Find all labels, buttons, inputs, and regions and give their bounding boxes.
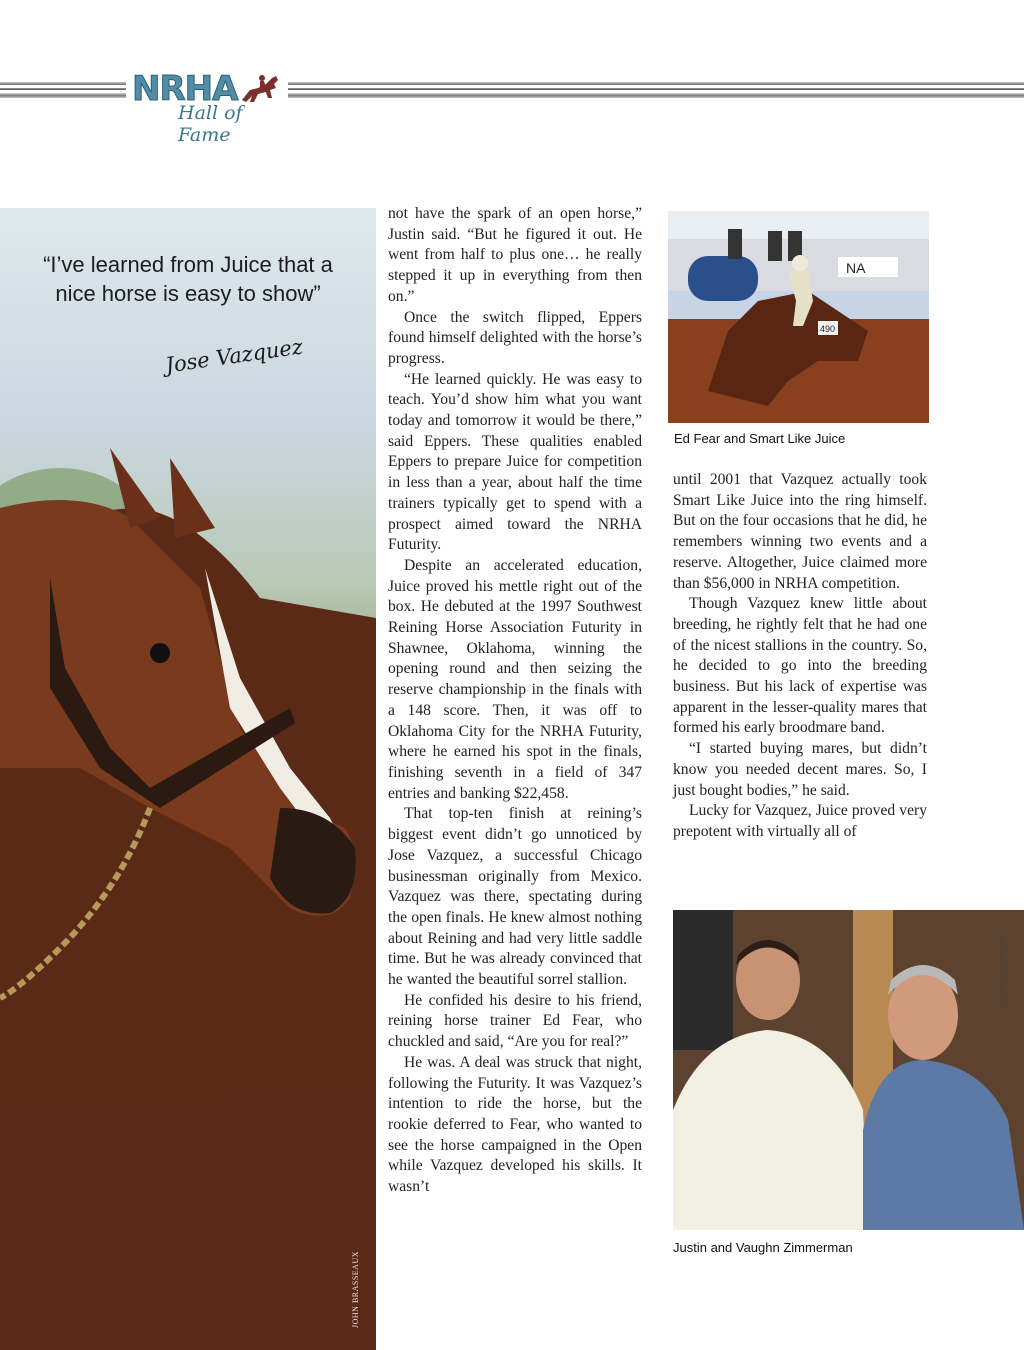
arena-scene (668, 211, 929, 423)
photo-credit-left: JOHN BRASSEAUX (351, 1250, 360, 1328)
paragraph: “I started buying mares, but didn’t know you needed decent mares. So, I just bought bodies,” he said. (673, 740, 927, 799)
logo-main-text: NRHA (132, 69, 238, 109)
zimmerman-portrait-photo (673, 910, 1024, 1230)
paragraph: Once the switch flipped, Eppers found himself delighted with the horse’s progress. (388, 308, 642, 367)
article-column-middle (388, 204, 642, 1198)
paragraph: Lucky for Vazquez, Juice proved very prepotent with virtually all of (673, 802, 927, 840)
paragraph: “He learned quickly. He was easy to teach. You’d show him what you want today and tomorrow it would be there,” said Eppers. These qualities enabled Eppers to prepare Juice for competition in less than a year, about half the time trainers typically get to spend with a prospect aimed toward the NRHA Futurity. (388, 370, 642, 554)
two-men-scene (673, 910, 1024, 1230)
paragraph: Though Vazquez knew little about breeding, he rightly felt that he had one of the nicest stallions in the country. So, he decided to go into the breeding business. But his lack of expertise was apparent in the lesser-quality mares that formed his early broodmare band. (673, 595, 927, 737)
logo-sub-text: Hall of Fame (178, 102, 243, 146)
paragraph: That top-ten finish at reining’s biggest event didn’t go unnoticed by Jose Vazquez, a successful Chicago businessman originally from Mexico. Vazquez was there, spectating during the open finals. He knew almost nothing about Reining and had very little saddle time. But he was already convinced that he wanted the beautiful sorrel stallion. (388, 805, 642, 989)
paragraph: He was. A deal was struck that night, following the Futurity. It was Vazquez’s intention to ride the horse, but the rookie deferred to Fear, who wanted to see the horse campaigned in the Open while Vazquez developed his skills. It wasn’t (388, 1053, 642, 1196)
paragraph: He confided his desire to his friend, reining horse trainer Ed Fear, who chuckled and said, “Are you for real?” (388, 991, 642, 1051)
photo-caption-top: Ed Fear and Smart Like Juice (674, 431, 846, 446)
photo-credit-right: CAPPY JACKSON (998, 936, 1007, 1006)
pull-quote: “I’ve learned from Juice that a nice horse is easy to show” (43, 252, 333, 306)
horse-portrait-photo (0, 208, 376, 1350)
article-column-right (673, 470, 927, 843)
banner-text: NA (846, 260, 866, 276)
ed-fear-riding-photo (668, 211, 929, 423)
photo-caption-bottom: Justin and Vaughn Zimmerman (673, 1240, 853, 1255)
signature: Jose Vazquez (164, 334, 305, 378)
rider-number: 490 (820, 324, 836, 334)
horse-rider-icon (236, 72, 284, 108)
paragraph: until 2001 that Vazquez actually took Smart Like Juice into the ring himself. But on the four occasions that he did, he remembers winning two events and a reserve. Altogether, Juice claimed more than $56,000 in NRHA competition. (673, 471, 927, 592)
paragraph: not have the spark of an open horse,” Justin said. “But he figured it out. He went from half to plus one… he really stepped it up in everything from then on.” (388, 205, 642, 305)
paragraph: Despite an accelerated education, Juice proved his mettle right out of the box. He debuted at the 1997 Southwest Reining Horse Association Futurity in Shawnee, Oklahoma, winning the opening round and then seizing the reserve championship in the finals with a 148 score. Then, it was off to Oklahoma City for the NRHA Futurity, where he earned his spot in the finals, finishing seventh in a field of 347 entries and banking $22,458. (388, 556, 642, 802)
horse-illustration (0, 208, 376, 1350)
nrha-hall-of-fame-logo (126, 69, 288, 146)
